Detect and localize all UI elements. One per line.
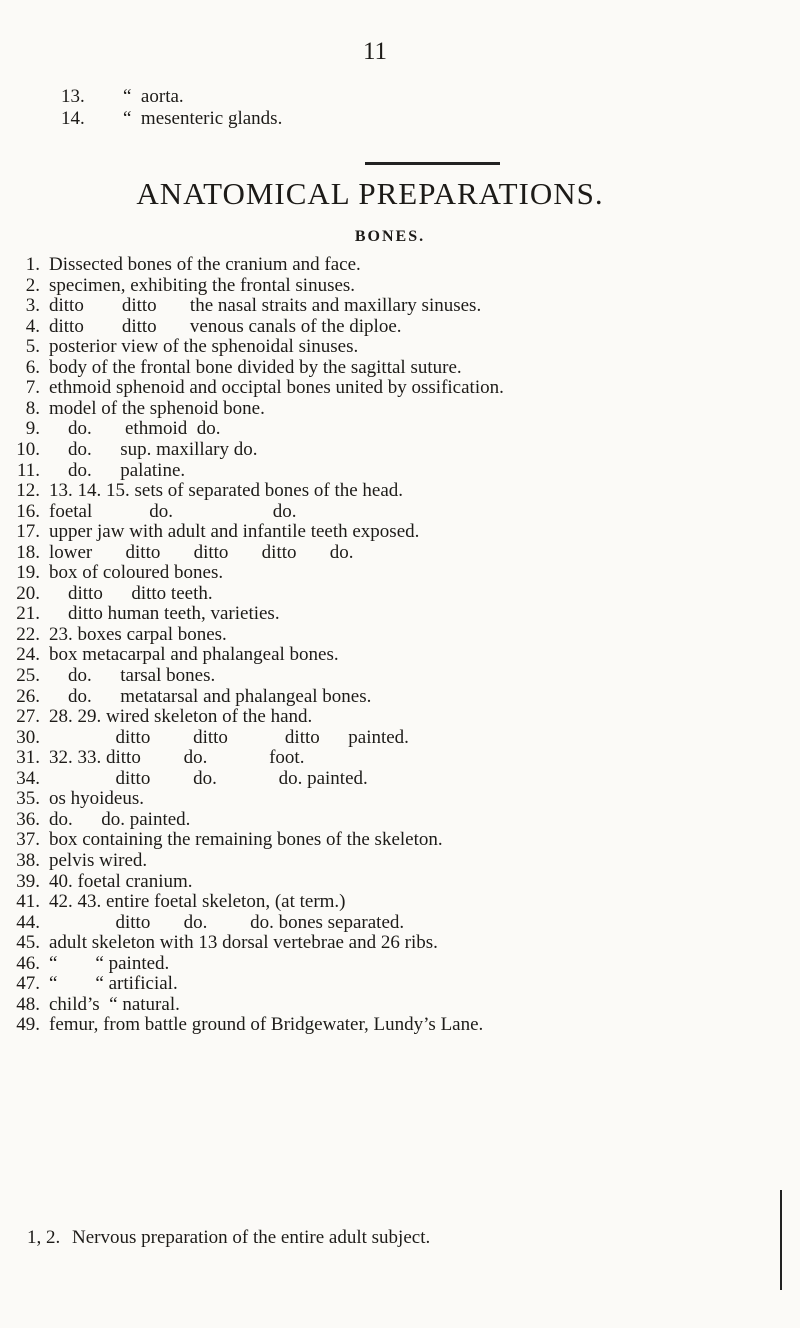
entry-text: do. metatarsal and phalangeal bones. <box>49 685 372 707</box>
entry-text: ditto do. do. bones separated. <box>49 911 405 933</box>
entry-number: 16. <box>16 500 40 522</box>
entry-text: do. tarsal bones. <box>49 665 216 686</box>
entry-number: 39. <box>16 870 40 892</box>
entry-number: 1, 2. <box>27 1227 61 1248</box>
entry-number: 18. <box>16 541 40 563</box>
section-divider <box>365 162 500 165</box>
entry-number: 48. <box>16 993 40 1015</box>
entry-text: do. do. painted. <box>49 808 191 830</box>
entry-text: body of the frontal bone divided by the sagittal suture. <box>49 356 462 378</box>
entry-text: “ “ artificial. <box>49 973 178 995</box>
entry-text: “ aorta. <box>123 86 184 107</box>
entry-text: ethmoid sphenoid and occiptal bones united by ossification. <box>49 377 504 399</box>
entry-number: 1. <box>25 254 40 275</box>
page-number: 11 <box>362 38 388 65</box>
entry-number: 22. <box>16 623 40 645</box>
section-subtitle: BONES. <box>354 228 426 245</box>
entry-text: 23. boxes carpal bones. <box>49 623 227 645</box>
entry-text: upper jaw with adult and infantile teeth exposed. <box>49 521 420 543</box>
entry-number: 36. <box>16 808 40 830</box>
entry-text: lower ditto ditto ditto do. <box>49 541 354 563</box>
entry-text: ditto ditto the nasal straits and maxillary sinuses. <box>49 295 482 317</box>
entry-number: 13. <box>61 86 85 107</box>
entry-number: 12. <box>16 480 40 502</box>
entry-text: foetal do. do. <box>49 500 297 522</box>
entry-number: 45. <box>16 932 40 954</box>
entry-number: 24. <box>16 644 40 666</box>
entry-text: box metacarpal and phalangeal bones. <box>49 644 339 666</box>
entry-text: model of the sphenoid bone. <box>49 397 265 419</box>
entry-text: do. palatine. <box>49 459 186 481</box>
entry-number: 8. <box>25 397 40 419</box>
entry-text: box containing the remaining bones of the skeleton. <box>49 829 443 851</box>
entry-text: posterior view of the sphenoidal sinuses. <box>49 336 359 358</box>
entry-text: child’s “ natural. <box>49 993 180 1015</box>
entry-number: 44. <box>16 911 40 933</box>
entry-text: specimen, exhibiting the frontal sinuses. <box>49 274 356 296</box>
entry-number: 5. <box>25 336 40 358</box>
entry-text: ditto ditto venous canals of the diploe. <box>49 315 402 337</box>
entry-number: 35. <box>16 788 40 810</box>
entry-number: 9. <box>25 418 40 440</box>
entry-number: 19. <box>16 562 40 584</box>
entry-number: 27. <box>16 706 40 728</box>
entry-number: 6. <box>25 356 40 378</box>
entry-number: 41. <box>16 891 40 913</box>
entry-number: 25. <box>16 665 40 686</box>
entry-text: 28. 29. wired skeleton of the hand. <box>49 706 313 728</box>
entry-number: 31. <box>16 747 40 769</box>
entry-number: 38. <box>16 849 40 871</box>
entry-text: “ mesenteric glands. <box>123 108 283 129</box>
entry-text: ditto ditto ditto painted. <box>49 726 409 748</box>
entry-number: 14. <box>61 108 85 129</box>
entry-number: 21. <box>16 603 40 625</box>
entry-text: do. sup. maxillary do. <box>49 438 258 460</box>
entry-number: 20. <box>16 582 40 604</box>
entry-text: 40. foetal cranium. <box>49 870 193 892</box>
list-item <box>42 86 282 152</box>
entry-text: ditto do. do. painted. <box>49 767 368 789</box>
entry-number: 30. <box>16 726 40 748</box>
entry-number: 10. <box>16 438 40 460</box>
section-title: ANATOMICAL PREPARATIONS. <box>136 176 604 211</box>
entry-text: os hyoideus. <box>49 788 144 810</box>
entry-number: 17. <box>16 521 40 543</box>
entry-text: “ “ painted. <box>49 952 170 974</box>
entry-number: 3. <box>25 295 40 317</box>
entry-number: 34. <box>16 767 40 789</box>
entry-text: ditto ditto teeth. <box>49 582 213 604</box>
entry-text: Dissected bones of the cranium and face. <box>49 254 361 275</box>
entry-text: ditto human teeth, varieties. <box>49 603 280 625</box>
entry-number: 11. <box>16 459 40 481</box>
entry-text: box of coloured bones. <box>49 562 224 584</box>
entry-number: 7. <box>25 377 40 399</box>
entry-text: adult skeleton with 13 dorsal vertebrae and 26 ribs. <box>49 932 438 954</box>
entry-number: 26. <box>16 685 40 707</box>
entry-text: pelvis wired. <box>49 849 148 871</box>
entry-text: 13. 14. 15. sets of separated bones of the head. <box>49 480 404 502</box>
entry-number: 37. <box>16 829 40 851</box>
entry-text: femur, from battle ground of Bridgewater, Lundy’s Lane. <box>49 1014 484 1036</box>
entry-text: do. ethmoid do. <box>49 418 221 440</box>
entry-number: 47. <box>16 973 40 995</box>
entry-text: 32. 33. ditto do. foot. <box>49 747 305 769</box>
entry-number: 4. <box>25 315 40 337</box>
binding-edge <box>780 1190 782 1290</box>
entry-number: 2. <box>25 274 40 296</box>
entry-number: 46. <box>16 952 40 974</box>
entry-text: Nervous preparation of the entire adult subject. <box>72 1227 431 1248</box>
entry-text: 42. 43. entire foetal skeleton, (at term.) <box>49 891 346 913</box>
entry-number: 49. <box>16 1014 40 1036</box>
